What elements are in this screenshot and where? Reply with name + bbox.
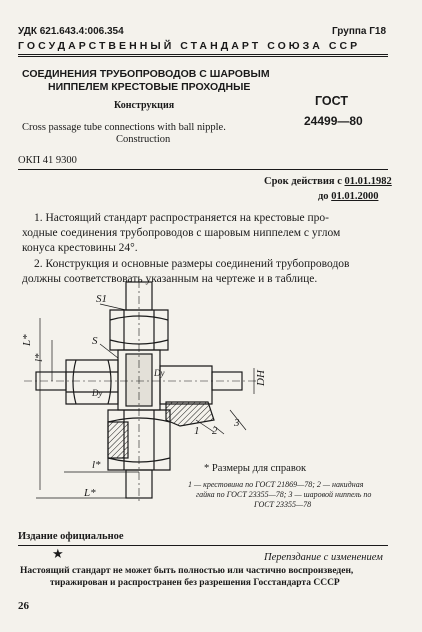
label-s: S	[92, 335, 98, 347]
header-rule-2	[18, 56, 388, 57]
copyright-notice-1: Настоящий стандарт не может быть полностью или частично воспроизведен,	[20, 566, 354, 576]
group-code: Группа Г18	[332, 26, 387, 37]
reprint-note: Перепздание с изменением	[264, 552, 383, 563]
label-3: 3	[234, 417, 240, 429]
label-big-l-star: L*	[21, 334, 33, 346]
label-dy-2: Dy	[92, 388, 103, 398]
legend-3: ГОСТ 23355—78	[254, 500, 312, 509]
p2-line-2: должны соответствовать указанным на чертеже и в таблице.	[22, 273, 318, 285]
label-s1: S1	[96, 293, 107, 305]
label-2: 2	[212, 425, 218, 437]
reference-note: * Размеры для справок	[204, 463, 307, 474]
copyright-notice-2: тиражирован и распространен без разрешения Госстандарта СССР	[50, 578, 340, 588]
star-icon: ★	[52, 546, 64, 561]
gost-label: ГОСТ	[315, 94, 348, 108]
validity-to	[318, 191, 378, 202]
p1-line-1: 1. Настоящий стандарт распространяется на крестовые про-	[34, 212, 329, 224]
label-dn: DH	[255, 370, 267, 386]
english-title-2: Construction	[116, 134, 171, 145]
standard-line: ГОСУДАРСТВЕННЫЙ СТАНДАРТ СОЮЗА ССР	[18, 40, 361, 52]
right-nut	[160, 366, 212, 404]
title-line-1: СОЕДИНЕНИЯ ТРУБОПРОВОДОВ С ШАРОВЫМ	[22, 68, 270, 80]
label-1: 1	[194, 425, 200, 437]
label-l-star-bottom: l*	[92, 459, 101, 471]
udk-code: УДК 621.643.4:006.354	[18, 26, 124, 37]
validity-to-date: 01.01.2000	[331, 191, 379, 202]
title-line-2: НИППЕЛЕМ КРЕСТОВЫЕ ПРОХОДНЫЕ	[48, 81, 251, 93]
footer-rule	[18, 545, 388, 546]
label-dy: Dy	[154, 368, 165, 378]
validity-to-label: до	[318, 191, 329, 202]
p1-line-2: ходные соединения трубопроводов с шаровым ниппелем с углом	[22, 227, 341, 239]
header-rule	[18, 54, 388, 55]
gost-number: 24499—80	[304, 114, 363, 128]
paragraph-1	[22, 211, 340, 256]
legend-2: гайка по ГОСТ 23355—78; 3 — шаровой ниппель по	[196, 490, 372, 499]
validity-from	[264, 176, 392, 187]
legend-1: 1 — крестовина по ГОСТ 21869—78; 2 — накидная	[188, 480, 364, 489]
p2-line-1: 2. Конструкция и основные размеры соединений трубопроводов	[34, 258, 350, 270]
validity-from-label: Срок действия с	[264, 176, 342, 187]
page-number: 26	[18, 600, 29, 612]
official-edition: Издание официальное	[18, 531, 124, 542]
section-hatch	[166, 402, 214, 426]
validity-from-date: 01.01.1982	[344, 176, 392, 187]
label-big-l-star-bottom: L*	[84, 487, 96, 499]
english-title-1: Cross passage tube connections with ball nipple.	[22, 122, 226, 133]
label-l-star: l*	[33, 353, 45, 362]
okp-code: ОКП 41 9300	[18, 155, 77, 166]
subtitle: Конструкция	[114, 100, 175, 111]
p1-line-3: конуса крестовины 24°.	[22, 242, 138, 254]
okp-rule	[18, 169, 388, 170]
